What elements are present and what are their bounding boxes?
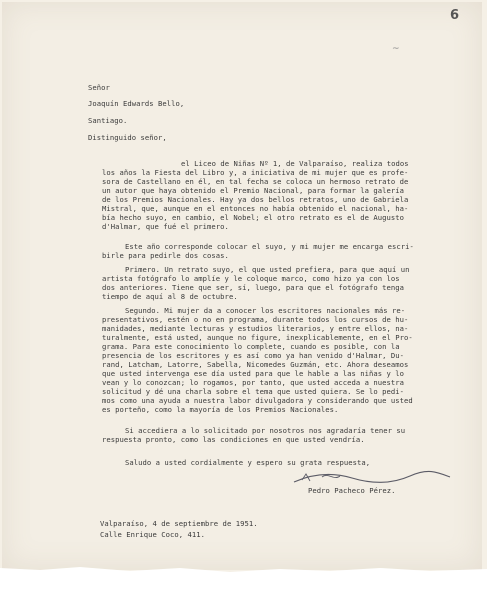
letter-date: Valparaíso, 4 de septiembre de 1951. bbox=[100, 519, 258, 528]
paragraph-line: que usted intervenga ese día usted para que le hable a las niñas y lo bbox=[102, 369, 405, 378]
paragraph-line: presencia de los escritores y es así como ya han venido d'Halmar, Du- bbox=[102, 351, 405, 360]
closing: Saludo a usted cordialmente y espero su grata respuesta, bbox=[125, 458, 371, 467]
paragraph-line: es porteño, como la mayoría de los Premios Nacionales. bbox=[102, 405, 339, 414]
paragraph-line: dos anteriores. Tiene que ser, sí, luego, para que el fotógrafo tenga bbox=[102, 283, 405, 292]
recipient-city: Santiago. bbox=[88, 116, 128, 125]
page-number: 6 bbox=[450, 8, 460, 23]
paragraph-line: Primero. Un retrato suyo, el que usted prefiera, para que aquí un bbox=[125, 265, 410, 274]
paragraph-line: Este año corresponde colocar el suyo, y mi mujer me encarga escri- bbox=[125, 242, 414, 251]
paragraph-line: presentativos, estén o no en programa, durante todos los cursos de hu- bbox=[102, 315, 409, 324]
paragraph-line: Mistral, que, aunque en el entonces no había obtenido el nacional, ha- bbox=[102, 204, 409, 213]
torn-paper-edge bbox=[0, 560, 487, 600]
paragraph-line: grama. Para este conocimiento lo complete, cuando es posible, con la bbox=[102, 342, 400, 351]
paragraph-line: solicitud y dé una charla sobre el tema que usted quiera. Se lo pedi- bbox=[102, 387, 405, 396]
paragraph-line: de los Premios Nacionales. Hay ya dos bellos retratos, uno de Gabriela bbox=[102, 195, 409, 204]
paragraph-line: d'Halmar, que fué el primero. bbox=[102, 222, 229, 231]
paragraph-line: los años la Fiesta del Libro y, a iniciativa de mi mujer que es profe- bbox=[102, 168, 409, 177]
paragraph-line: tiempo de aquí al 8 de octubre. bbox=[102, 292, 238, 301]
paragraph-line: el Liceo de Niñas Nº 1, de Valparaíso, realiza todos bbox=[181, 159, 409, 168]
paragraph-line: rand, Latcham, Latorre, Sabella, Nicomedes Guzmán, etc. Ahora deseamos bbox=[102, 360, 409, 369]
paragraph-line: respuesta pronto, como las condiciones en que usted vendría. bbox=[102, 435, 365, 444]
paragraph-line: vean y lo conozcan; lo rogamos, por tanto, que usted acceda a nuestra bbox=[102, 378, 405, 387]
paragraph-line: mos como una ayuda a nuestra labor divulgadora y considerando que usted bbox=[102, 396, 413, 405]
salutation: Señor bbox=[88, 83, 110, 92]
pencil-mark: ~ bbox=[392, 44, 400, 54]
paragraph-line: turalmente, está usted, aunque no figure, inexplicablemente, en el Pro- bbox=[102, 333, 413, 342]
greeting: Distinguido señor, bbox=[88, 133, 167, 142]
paragraph-line: Segundo. Mi mujer da a conocer los escritores nacionales más re- bbox=[125, 306, 406, 315]
paragraph-line: artista fotógrafo lo amplíe y le coloque marco, como hizo ya con los bbox=[102, 274, 400, 283]
recipient-name: Joaquín Edwards Bello, bbox=[88, 99, 185, 108]
sender-address: Calle Enrique Coco, 411. bbox=[100, 530, 206, 539]
paragraph-line: birle para pedirle dos cosas. bbox=[102, 251, 229, 260]
letter-sheet bbox=[2, 2, 482, 570]
handwritten-signature bbox=[292, 468, 452, 488]
paragraph-line: bía hecho suyo, en cambio, el Nobel; el otro retrato es el de Augusto bbox=[102, 213, 405, 222]
paragraph-line: manidades, mediante lecturas y estudios literarios, y entre ellos, na- bbox=[102, 324, 409, 333]
signer-name: Pedro Pacheco Pérez. bbox=[308, 486, 396, 495]
paragraph-line: Si accediera a lo solicitado por nosotros nos agradaría tener su bbox=[125, 426, 406, 435]
paragraph-line: sora de Castellano en él, en tal fecha se coloca un hermoso retrato de bbox=[102, 177, 409, 186]
paragraph-line: un autor que haya obtenido el Premio Nacional, para formar la galería bbox=[102, 186, 405, 195]
